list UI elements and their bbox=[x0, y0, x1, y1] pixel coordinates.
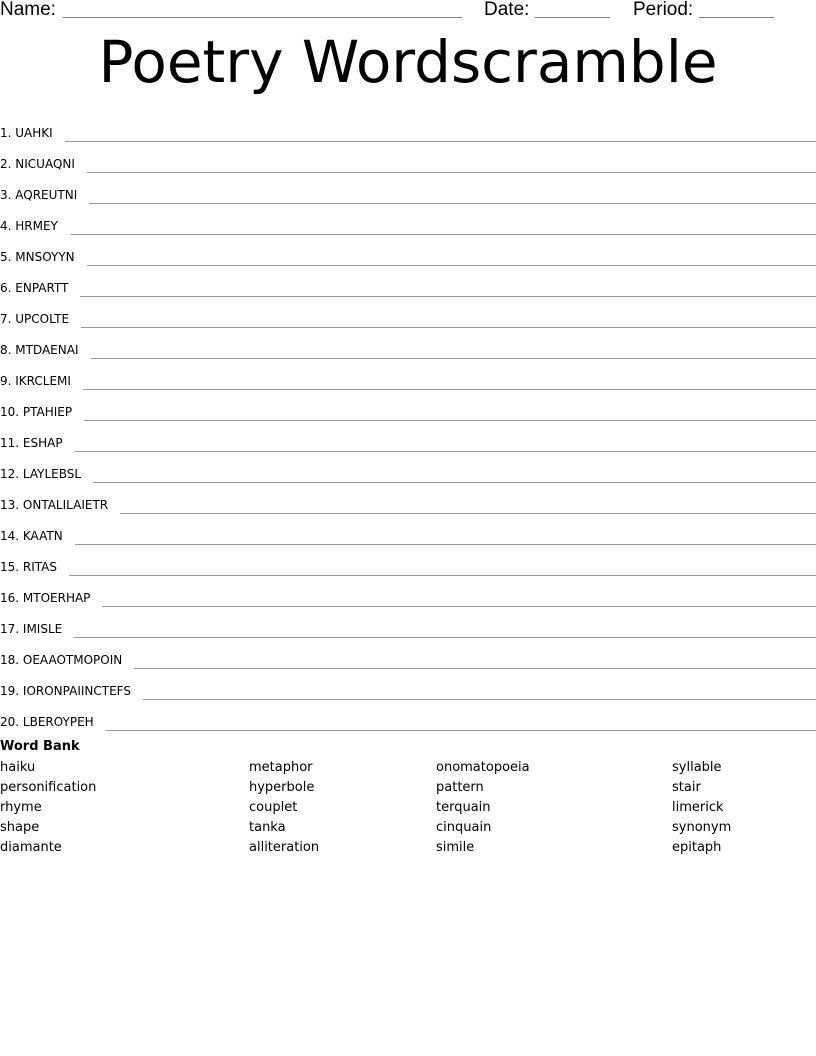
answer-line[interactable] bbox=[143, 685, 816, 700]
scramble-item bbox=[0, 267, 816, 298]
answer-line[interactable] bbox=[106, 716, 816, 731]
scramble-item bbox=[0, 484, 816, 515]
scrambled-word: 1. UAHKI bbox=[0, 126, 53, 140]
period-field[interactable] bbox=[699, 17, 774, 18]
answer-line[interactable] bbox=[75, 530, 816, 545]
word-bank-word: hyperbole bbox=[249, 780, 315, 795]
word-bank-word: tanka bbox=[249, 820, 286, 835]
word-bank-word: epitaph bbox=[672, 840, 722, 855]
word-bank-word: personification bbox=[0, 780, 97, 795]
answer-line[interactable] bbox=[69, 561, 816, 576]
word-bank bbox=[0, 760, 816, 860]
word-bank-word: stair bbox=[672, 780, 701, 795]
scrambled-word: 18. OEAAOTMOPOIN bbox=[0, 653, 123, 667]
scramble-item bbox=[0, 577, 816, 608]
answer-line[interactable] bbox=[93, 468, 816, 483]
worksheet-header bbox=[0, 0, 816, 24]
word-bank-word: diamante bbox=[0, 840, 62, 855]
scramble-item bbox=[0, 329, 816, 360]
word-bank-word: couplet bbox=[249, 800, 298, 815]
word-bank-word: terquain bbox=[436, 800, 491, 815]
period-label: Period: bbox=[633, 0, 694, 20]
scrambled-word: 15. RITAS bbox=[0, 560, 57, 574]
scramble-item bbox=[0, 608, 816, 639]
word-bank-word: syllable bbox=[672, 760, 722, 775]
answer-line[interactable] bbox=[87, 251, 816, 266]
answer-line[interactable] bbox=[120, 499, 816, 514]
scrambled-word: 8. MTDAENAI bbox=[0, 343, 79, 357]
answer-line[interactable] bbox=[81, 313, 816, 328]
scrambled-word: 13. ONTALILAIETR bbox=[0, 498, 109, 512]
scrambled-word: 5. MNSOYYN bbox=[0, 250, 75, 264]
answer-line[interactable] bbox=[75, 437, 816, 452]
answer-line[interactable] bbox=[83, 375, 816, 390]
scrambled-word: 16. MTOERHAP bbox=[0, 591, 91, 605]
scrambled-word: 6. ENPARTT bbox=[0, 281, 69, 295]
scramble-item bbox=[0, 546, 816, 577]
name-field[interactable] bbox=[63, 17, 462, 18]
word-bank-word: haiku bbox=[0, 760, 36, 775]
scrambled-word: 20. LBEROYPEH bbox=[0, 715, 94, 729]
scrambled-word: 2. NICUAQNI bbox=[0, 157, 75, 171]
answer-line[interactable] bbox=[102, 592, 816, 607]
scramble-item bbox=[0, 298, 816, 329]
scramble-item bbox=[0, 701, 816, 732]
scramble-item bbox=[0, 639, 816, 670]
scramble-item bbox=[0, 174, 816, 205]
scrambled-word: 14. KAATN bbox=[0, 529, 63, 543]
scramble-item bbox=[0, 422, 816, 453]
scramble-item bbox=[0, 205, 816, 236]
word-bank-word: rhyme bbox=[0, 800, 42, 815]
scrambled-word: 10. PTAHIEP bbox=[0, 405, 73, 419]
answer-line[interactable] bbox=[65, 127, 816, 142]
word-bank-word: pattern bbox=[436, 780, 484, 795]
word-bank-title: Word Bank bbox=[0, 739, 80, 754]
scramble-item bbox=[0, 670, 816, 701]
scrambled-word: 9. IKRCLEMI bbox=[0, 374, 71, 388]
scrambled-word: 3. AQREUTNI bbox=[0, 188, 78, 202]
answer-line[interactable] bbox=[74, 623, 816, 638]
scramble-item bbox=[0, 236, 816, 267]
name-label: Name: bbox=[0, 0, 56, 20]
scrambled-word: 17. IMISLE bbox=[0, 622, 63, 636]
answer-line[interactable] bbox=[134, 654, 816, 669]
scrambled-word: 11. ESHAP bbox=[0, 436, 63, 450]
scramble-item bbox=[0, 515, 816, 546]
scramble-item bbox=[0, 391, 816, 422]
word-bank-word: synonym bbox=[672, 820, 732, 835]
scramble-item bbox=[0, 360, 816, 391]
scramble-item bbox=[0, 143, 816, 174]
scramble-list bbox=[0, 112, 816, 732]
word-bank-word: cinquain bbox=[436, 820, 492, 835]
answer-line[interactable] bbox=[84, 406, 816, 421]
scrambled-word: 4. HRMEY bbox=[0, 219, 58, 233]
answer-line[interactable] bbox=[87, 158, 816, 173]
answer-line[interactable] bbox=[80, 282, 816, 297]
scrambled-word: 12. LAYLEBSL bbox=[0, 467, 82, 481]
date-label: Date: bbox=[484, 0, 530, 20]
scrambled-word: 7. UPCOLTE bbox=[0, 312, 70, 326]
scramble-item bbox=[0, 112, 816, 143]
word-bank-word: shape bbox=[0, 820, 40, 835]
scrambled-word: 19. IORONPAIINCTEFS bbox=[0, 684, 131, 698]
word-bank-word: simile bbox=[436, 840, 475, 855]
answer-line[interactable] bbox=[70, 220, 816, 235]
word-bank-word: metaphor bbox=[249, 760, 313, 775]
answer-line[interactable] bbox=[91, 344, 816, 359]
answer-line[interactable] bbox=[89, 189, 816, 204]
word-bank-word: onomatopoeia bbox=[436, 760, 530, 775]
page-title: Poetry Wordscramble bbox=[98, 28, 718, 96]
word-bank-word: alliteration bbox=[249, 840, 320, 855]
date-field[interactable] bbox=[535, 17, 610, 18]
scramble-item bbox=[0, 453, 816, 484]
word-bank-word: limerick bbox=[672, 800, 724, 815]
